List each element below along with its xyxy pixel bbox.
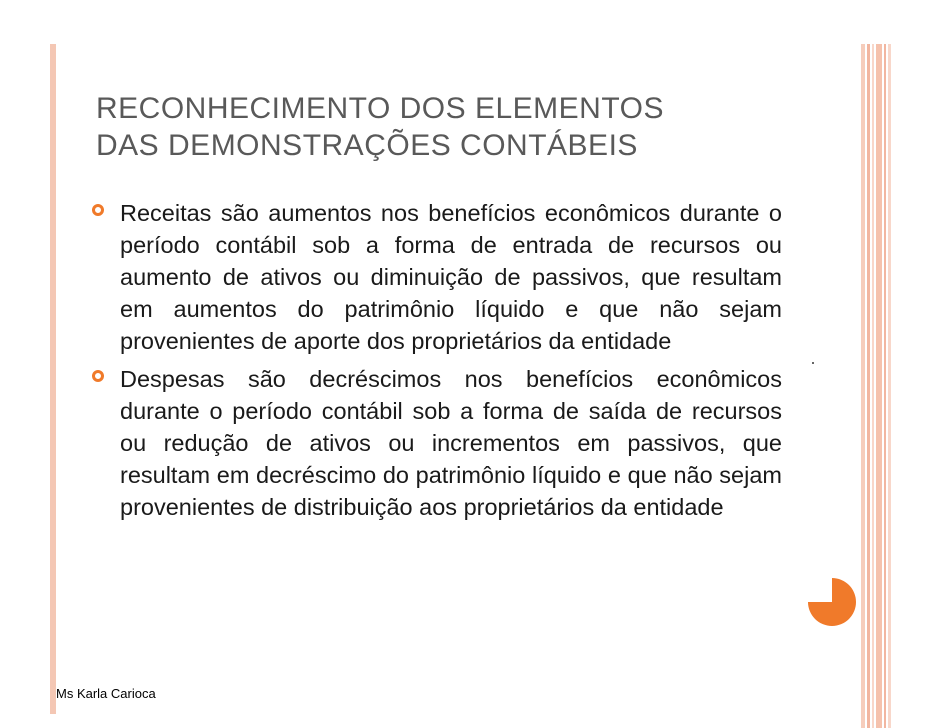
- decor-dot: [812, 362, 814, 364]
- bullet-item-despesas: [92, 363, 782, 523]
- pie-icon: [806, 576, 858, 628]
- bullet-ring-icon: [92, 370, 104, 382]
- bullet-text: Despesas são decréscimos nos benefícios econômicos durante o período contábil sob a forma de saída de recursos ou redução de ativos ou incrementos em passivos, que resultam em decréscimo do patrimônio líquido e que não sejam provenientes de distribuição aos proprietários da entidade: [120, 366, 782, 520]
- footer-author: Ms Karla Carioca: [56, 686, 156, 701]
- bullet-item-receitas: [92, 197, 782, 357]
- title-line-1: RECONHECIMENTO DOS ELEMENTOS: [96, 92, 664, 125]
- left-decor-bar: [50, 44, 56, 714]
- bullet-list: [92, 197, 782, 529]
- title-line-2: DAS DEMONSTRAÇÕES CONTÁBEIS: [96, 129, 638, 162]
- right-decor-stripes: [861, 44, 891, 728]
- slide-title: [96, 90, 796, 164]
- bullet-text: Receitas são aumentos nos benefícios econômicos durante o período contábil sob a forma de entrada de recursos ou aumento de ativos ou diminuição de passivos, que resultam em aumentos do patrimônio líquido e que não sejam provenientes de aporte dos proprietários da entidade: [120, 200, 782, 354]
- bullet-ring-icon: [92, 204, 104, 216]
